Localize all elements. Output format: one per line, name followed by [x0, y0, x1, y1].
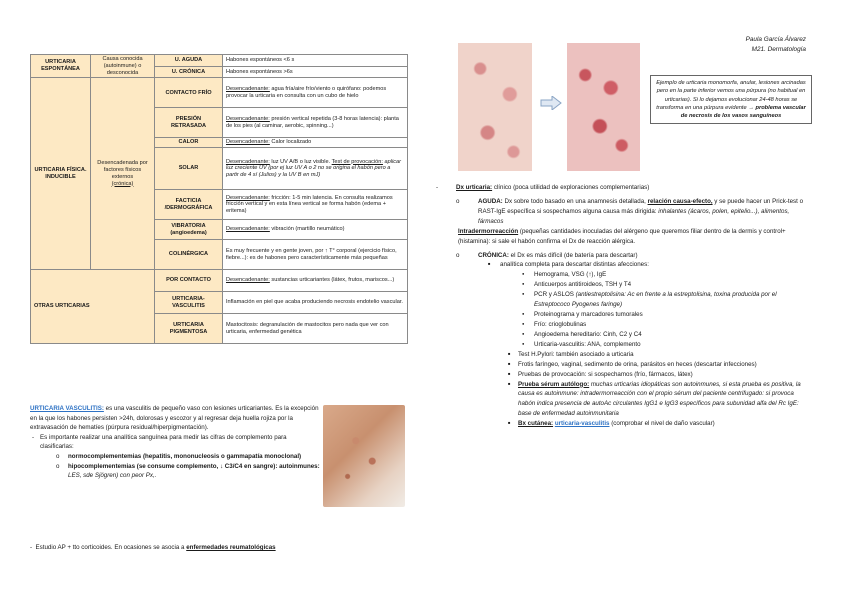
table-row [31, 270, 408, 292]
subtype-text: Inflamación en piel que acaba produciendo necrosis endotelio vascular. [223, 292, 408, 314]
diagnosis-section [432, 183, 812, 429]
list-item: ● Urticaria-vasculitis: ANA, complemento [432, 340, 812, 350]
vasculitis-list [30, 433, 320, 481]
subtype-text: Desencadenante: vibración (martillo neumático) [223, 220, 408, 240]
subtype-name: CALOR [155, 138, 223, 148]
row-header-fisica: URTICARIA FÍSICA. INDUCIBLE [31, 78, 91, 270]
cause-espontanea: Causa conocida (autoinmune) o desconocida [91, 55, 155, 78]
subject-name: M21. Dermatología [751, 45, 806, 53]
subtype-text: Desencadenante: presión vertical repetida (3-8 horas latencia): planta de los pies (al caminar, aerobic, spinning...) [223, 108, 408, 138]
subtype-name: SOLAR [155, 148, 223, 190]
estudio-note: - Estudio AP + tto corticoides. En ocasiones se asocia a enfermedades reumatológicas [30, 544, 276, 551]
list-item: ● Angioedema hereditario: Cinh, C2 y C4 [432, 330, 812, 340]
subtype-name: CONTACTO FRÍO [155, 78, 223, 108]
urticaria-classification-table [30, 54, 408, 344]
list-item: ● Frío: crioglobulinas [432, 320, 812, 330]
dx-analitica: ■ analítica completa para descartar distintas afecciones: [432, 260, 812, 270]
subtype-text: Desencadenante: luz UV A/B o luz visible. Test de provocación: aplicar luz creciente UV (por ej luz UV A o 2 no se origina el habón pero a partir de 4 sí (Julios) y la UV B en mJ) [223, 148, 408, 190]
list-item: ■ Bx cutánea: urticaria-vasculitis (comprobar el nivel de daño vascular) [432, 419, 812, 429]
dx-intradermo: Intradermorreacción (pequeñas cantidades inoculadas del alérgeno que queremos filiar dentro de la dermis y control+ (histamina): si sale el habón confirma el Dx de reacción alérgica. [458, 227, 786, 245]
subtype-text: Desencadenante: fricción: 1-5 min latencia. En consulta realizamos fricción vertical y en esta línea vertical se forma habón (edema + eritema) [223, 190, 408, 220]
author-name: Paula García Álvarez [745, 36, 806, 43]
subtype-name: POR CONTACTO [155, 270, 223, 292]
urticaria-photo-before [458, 43, 532, 171]
list-item: ● Proteinograma y marcadores tumorales [432, 310, 812, 320]
subtype-aguda-text: Habones espontáneos <6 s [223, 55, 408, 67]
subtype-cronica: U. CRÓNICA [155, 66, 223, 78]
list-item: o hipocomplementemias (se consume complemento, ↓ C3/C4 en sangre): autoinmunes: LES, sde Sjögren) con peor Px,. [56, 462, 320, 481]
subtype-name: VIBRATORIA (angioedema) [155, 220, 223, 240]
list-item: ■ Prueba sérum autólogo: muchas urticarias idiopáticas son autoinmunes, si esta prueba es positiva, la causa es autoinmune: intradermorreacción con el propio sérum del paciente centrifugado: si provoca habón indica presencia de autoAc circulantes IgG1 e IgG3 específicos para subunidad alfa del Rc IgE: base de enfermedad autoinmunitaria [432, 380, 812, 420]
subtype-name: FACTICIA /DERMOGRÁFICA [155, 190, 223, 220]
vasculitis-section [30, 404, 320, 481]
urticaria-photo-after [567, 43, 640, 171]
list-item: o normocomplementemias (hepatitis, mononucleosis o gammapatía monoclonal) [56, 452, 320, 462]
subtype-cronica-text: Habones espontáneos >6s [223, 66, 408, 78]
cause-fisica-text: Desencadenada por factores físicos externos [97, 160, 148, 180]
table-row [31, 55, 408, 67]
list-item: ■ Frotis faríngeo, vaginal, sedimento de orina, parásitos en heces (descartar infecciones) [432, 360, 812, 370]
dx-cronica: o CRÓNICA: el Dx es más difícil (de batería para descartar) [432, 251, 812, 261]
list-item: ■ Pruebas de provocación: si sospechamos (frío, fármacos, látex) [432, 370, 812, 380]
vasculitis-photo [323, 405, 405, 507]
row-header-otras: OTRAS URTICARIAS [31, 270, 155, 344]
arrow-right-icon [540, 96, 562, 110]
list-item: ● Hemograma, VSG (↑), IgE [432, 270, 812, 280]
cause-fisica-cronica: (crónica) [111, 180, 134, 187]
subtype-name: COLINÉRGICA [155, 240, 223, 270]
bx-link[interactable]: urticaria-vasculitis [554, 420, 610, 428]
subtype-name: URTICARIA PIGMENTOSA [155, 314, 223, 344]
subtype-name: PRESIÓN RETRASADA [155, 108, 223, 138]
table-row [31, 78, 408, 108]
list-item: ■ Test H.Pylori: también asociado a urticaria [432, 350, 812, 360]
subtype-text: Desencadenante: agua fría/aire frío/viento o quirófano: podemos provocar la urticaria en consulta con un cubo de hielo [223, 78, 408, 108]
list-item: ● Anticuerpos antitiroideos, TSH y T4 [432, 280, 812, 290]
page-header [746, 35, 806, 54]
vasculitis-intro: URTICARIA VASCULITIS: es una vasculitis de pequeño vaso con lesiones urticariantes. Es la excepción en la que los habones persisten >24h, dolorosas y escozor y al regresar deja huella rojiza por la extravasación de hematíes (púrpura residual/hiperpigmentación). [30, 405, 319, 432]
subtype-name: URTICARIA-VASCULITIS [155, 292, 223, 314]
subtype-text: Desencadenante: sustancias urticariantes (látex, frutos, mariscos...) [223, 270, 408, 292]
list-item: - Es importante realizar una analítica sanguínea para medir las cifras de complemento para clasificarlas: o normocomplementemias (hepatitis, mononucleosis o gammapatía monoclonal) o hipocomplementemias (se consume complemento, ↓ C3/C4 en sangre): autoinmunes: LES, sde Sjögren) con peor Px,. [30, 433, 320, 481]
subtype-text: Es muy frecuente y en gente joven, por ↑ T° corporal (ejercicio físico, fiebre...): es de habones pero característicamente más pequeñas [223, 240, 408, 270]
subtype-text: Desencadenante: Calor localizado [223, 138, 408, 148]
cause-fisica [91, 78, 155, 270]
photo-caption: Ejemplo de urticaria monomorfa, anular, lesiones arcinadas pero en la parte inferior vemos una púrpura (no habitual en urticarias). Si lo dejamos evolucionar 24-48 horas se transforma en una púrpura evidente → problema vascular de necrosis de los vasos sanguíneos [650, 75, 812, 124]
vasculitis-title[interactable]: URTICARIA VASCULITIS: [30, 405, 104, 412]
subtype-text: Mastocitosis: degranulación de mastocitos pero nada que ver con urticaria, enfermedad genética [223, 314, 408, 344]
dx-aguda: o AGUDA: Dx sobre todo basado en una anamnesis detallada, relación causa-efecto, y se puede hacer un Prick-test o RAST-IgE específica si sospechamos alguna causa más dirigida: inhalantes (ácaros, polen, epitelio...), alimentos, fármacos [432, 197, 812, 227]
dx-heading: - Dx urticaria: clínico (poca utilidad de exploraciones complementarias) [432, 183, 812, 193]
subtype-aguda: U. AGUDA [155, 55, 223, 67]
row-header-espontanea: URTICARIA ESPONTÁNEA [31, 55, 91, 78]
list-item: ● PCR y ASLOS (antiestreptolisina: Ac en frente a la estreptolisina, toxina producida por el Estreptococo Pyogenes faringe) [432, 290, 812, 310]
